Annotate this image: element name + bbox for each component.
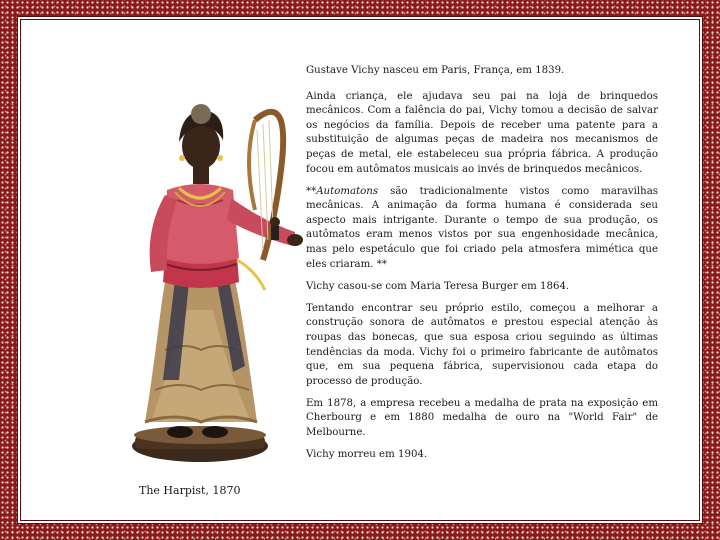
medals-paragraph: Em 1878, a empresa recebeu a medalha de prata na exposição em Cherbourg e em 1880 medalha de ouro na "World Fair" de Melbourne. — [306, 397, 658, 439]
automatons-term: Automatons — [316, 185, 379, 197]
automatons-paragraph — [306, 185, 658, 273]
birth-paragraph: Gustave Vichy nasceu em Paris, França, em 1839. — [306, 65, 565, 76]
automatons-open-marks: ** — [306, 185, 317, 197]
harpist-automaton-photo — [105, 50, 315, 470]
childhood-paragraph: Ainda criança, ele ajudava seu pai na loja de brinquedos mecânicos. Com a falência do pai, Vichy tomou a decisão de salvar os negócios da família. Depois de receber uma patente para a substituição de algumas peças de madeira nos mecanismos de peças de metal, ele estabeleceu sua própria fábrica. A produção focou em autômatos musicais ao invés de brinquedos mecânicos. — [306, 90, 658, 175]
photo-caption: The Harpist, 1870 — [139, 484, 241, 497]
automatons-body: são tradicionalmente vistos como maravilhas mecânicas. A animação da forma humana é considerada seu aspecto mais intrigante. Durante o tempo de sua produção, os autômatos eram menos vistos por sua engenhosidade mecânica, mas pelo espetáculo que foi criado pela atmosfera mimética que eles criaram. ** — [306, 185, 658, 270]
marriage-paragraph: Vichy casou-se com Maria Teresa Burger em 1864. — [306, 280, 570, 292]
biography-text — [306, 64, 658, 470]
style-paragraph: Tentando encontrar seu próprio estilo, começou a melhorar a construção sonora de autômatos e prestou especial atenção às roupas das bonecas, que sua esposa criou seguindo as últimas tendências da moda. Vichy foi o primeiro fabricante de autômatos que, em sua pequena fábrica, supervisionou cada etapa do processo de produção. — [306, 302, 658, 387]
death-paragraph: Vichy morreu em 1904. — [306, 449, 428, 461]
